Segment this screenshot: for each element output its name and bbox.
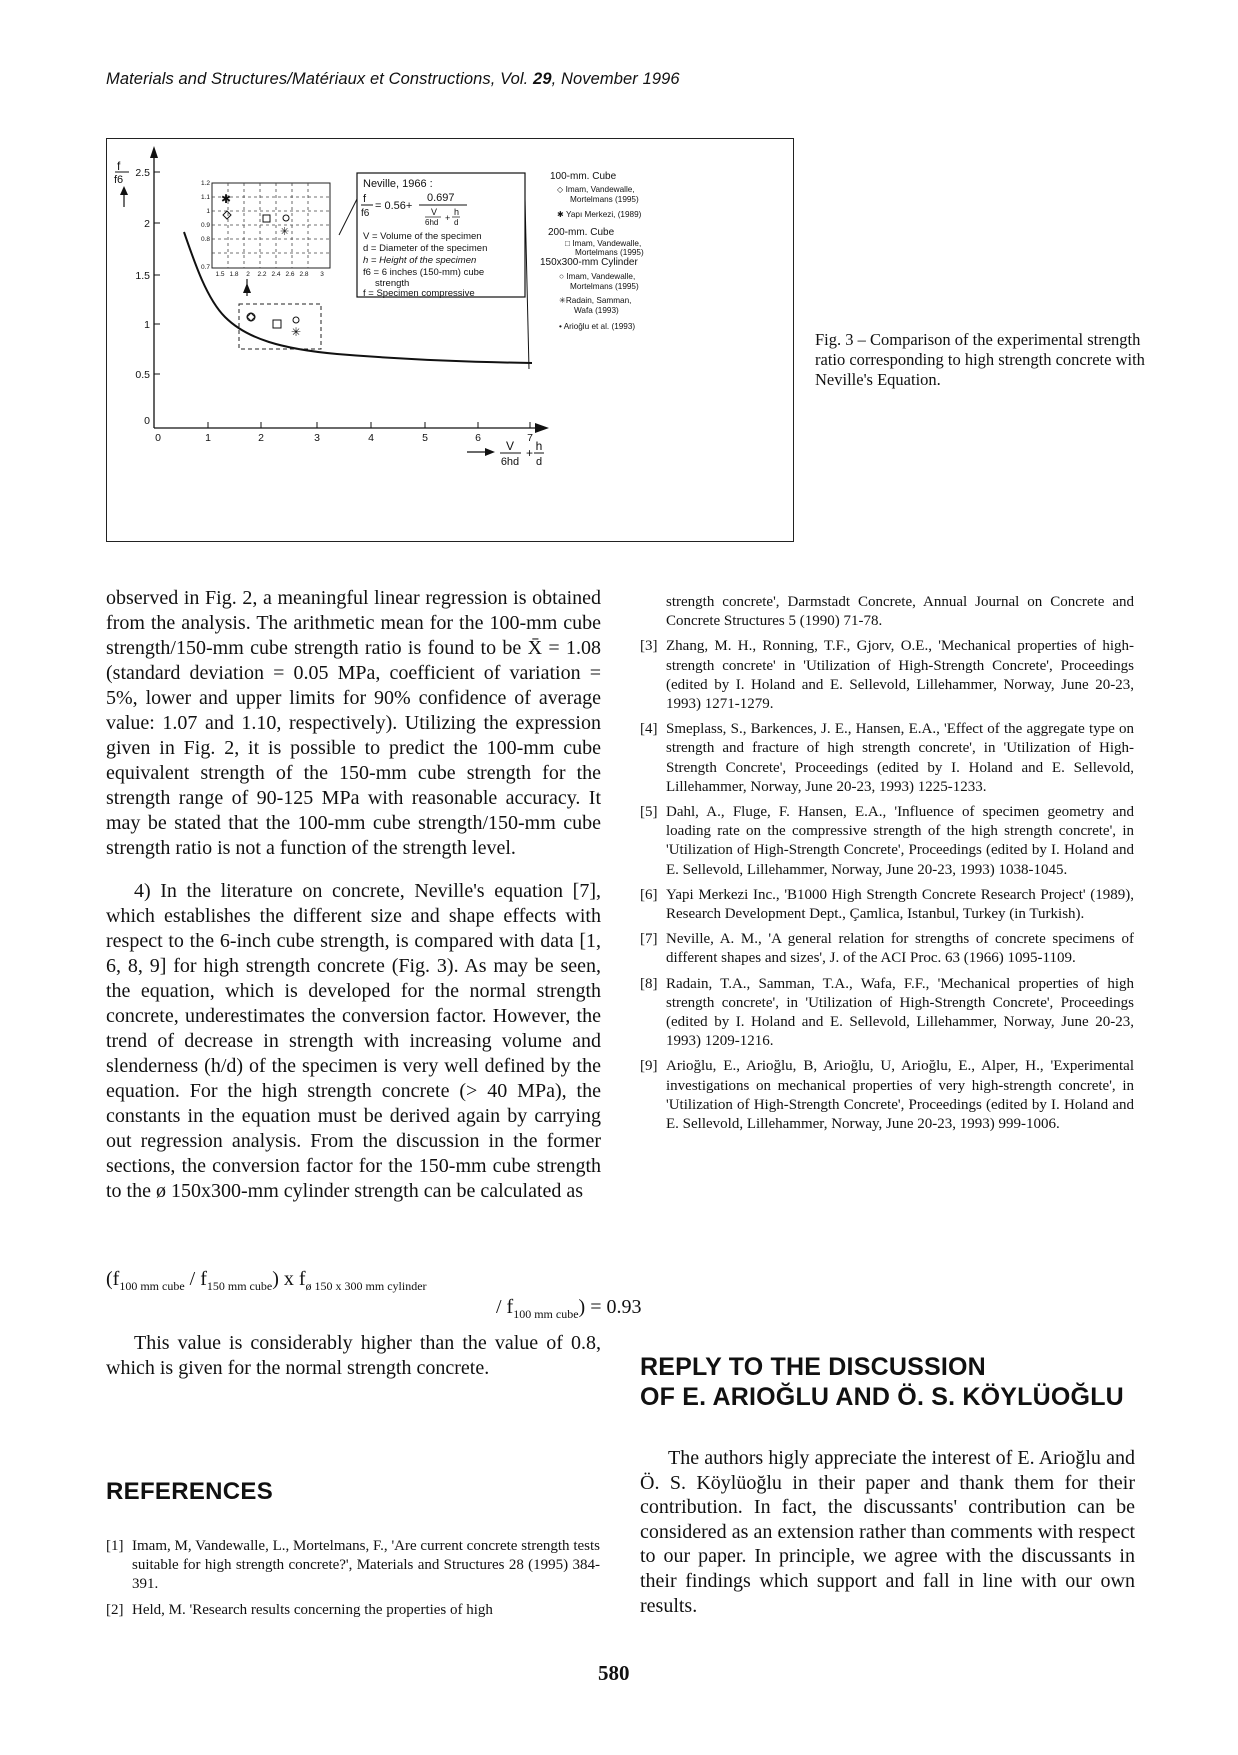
y-label-den: f6 [114, 174, 124, 186]
inset-y-tick: 1.2 [200, 180, 210, 187]
y-tick: 0 [144, 415, 150, 427]
legend-entry: • Arioğlu et al. (1993) [559, 322, 636, 331]
inset-y-tick: 1.1 [200, 194, 210, 201]
reference-item: [2] Held, M. 'Research results concerning the properties of high [106, 1601, 493, 1618]
legend-entry: ◇ Imam, Vandewalle, [557, 185, 635, 194]
legend-entry: ✱ Yapı Merkezi, (1989) [557, 210, 642, 219]
legend-entry: ○ Imam, Vandewalle, [559, 272, 636, 281]
x-tick: 2 [258, 432, 264, 444]
legend-heading: 100-mm. Cube [550, 171, 617, 182]
paragraph: This value is considerably higher than the value of 0.8, which is given for the normal strength concrete. [106, 1332, 601, 1379]
eq-line: f = Specimen compressive [363, 288, 475, 299]
data-point [247, 313, 255, 321]
eq-line: f6 = 6 inches (150-mm) cube [363, 267, 485, 278]
references-heading: REFERENCES [106, 1478, 274, 1505]
reference-item: [7] Neville, A. M., 'A general relation for strengths of concrete specimens of different shapes and sizes', J. of the ACI Proc. 63 (1966) 1095-1109. [640, 931, 1134, 967]
reference-item: [3] Zhang, M. H., Ronning, T.F., Gjorv, O.E., 'Mechanical properties of high-strength concrete' in 'Utilization of High-Strength Concrete', Proceedings (edited by I. Holand and E. Sellevold, Lillehammer, Norway, June 20-23, 1993) 1271-1279. [640, 638, 1134, 713]
svg-text:6hd: 6hd [425, 218, 439, 227]
zoom-region [239, 304, 321, 349]
reply-heading: REPLY TO THE DISCUSSION OF E. ARIOĞLU AND Ö. S. KÖYLÜOĞLU [640, 1353, 1124, 1411]
x-tick: 5 [422, 432, 428, 444]
svg-text:✱: ✱ [221, 192, 232, 206]
eq-title: Neville, 1966 : [363, 178, 433, 190]
y-tick: 1 [144, 319, 150, 331]
eq-line: d = Diameter of the specimen [363, 243, 488, 254]
references-right [640, 593, 1134, 1140]
paragraph: observed in Fig. 2, a meaningful linear regression is obtained from the analysis. The arithmetic mean for the 100-mm cube strength/150-mm cube strength ratio is found to be X̄ = 1.08 (standard deviation = 0.05 MPa, coefficient of variation = 5%, lower and upper limits for 90% confidence of average value: 1.07 and 1.10, respectively). Utilizing the expression given in Fig. 2, it is possible to predict the 100-mm cube equivalent strength of the 150-mm cube strength for the strength range of 90-125 MPa with reasonable accuracy. It may be stated that the 100-mm cube strength/150-mm cube strength ratio is not a function of the strength level. [106, 587, 601, 859]
reply-body: The authors higly appreciate the interest of E. Arioğlu and Ö. S. Köylüoğlu in their paper and thank them for their contribution. In fact, the discussants' contribution can be considered as an extension rather than comments with respect to our paper. In principle, we agree with the discussants in their findings which support and fall in line with our own results. [640, 1447, 1135, 1617]
reference-item: [9] Arioğlu, E., Arioğlu, B, Arioğlu, U, Arioğlu, E., Alper, H., 'Experimental investigations on mechanical properties of very high-strength concrete', in 'Utilization of High-Strength Concrete', Proceedings (edited by I. Holand and E. Sellevold, Lillehammer, Norway, June 20-23, 1993) 999-1006. [640, 1058, 1134, 1133]
eq-lhs-num: f [363, 193, 367, 205]
y-tick: 0.5 [135, 369, 150, 381]
svg-text:V: V [431, 207, 438, 217]
inset-y-tick: 1 [206, 208, 210, 215]
inset-x-tick: 2.4 [271, 271, 281, 278]
x-label-d: d [535, 456, 543, 468]
reference-item: [6] Yapi Merkezi Inc., 'B1000 High Strength Concrete Research Project' (1989), Research Development Dept., Çamlica, Istanbul, Turkey (in Turkish). [640, 886, 1134, 923]
svg-text:+: + [445, 213, 451, 223]
legend-entry: □ Imam, Vandewalle, [565, 239, 642, 248]
svg-text:d: d [454, 218, 459, 227]
inset-x-tick: 2.6 [285, 271, 295, 278]
x-label-v: V [505, 439, 515, 453]
figure-3-chart [107, 139, 793, 541]
data-point [293, 317, 299, 323]
legend-entry: ✳Radain, Samman, [559, 296, 632, 305]
inset-x-tick: 3 [320, 271, 324, 278]
svg-text:✳: ✳ [280, 226, 290, 238]
x-label-plus: + [526, 446, 534, 460]
x-label-6hd: 6hd [500, 456, 520, 468]
y-label-num: f [117, 159, 121, 173]
x-label-h: h [535, 439, 543, 453]
figure-3 [106, 138, 794, 542]
svg-text:h: h [454, 207, 460, 217]
x-tick: 6 [475, 432, 481, 444]
eq-lhs-den: f6 [361, 208, 370, 219]
reference-item: strength concrete', Darmstadt Concrete, Annual Journal on Concrete and Concrete Structures 5 (1990) 71-78. [666, 594, 1134, 630]
inset-y-tick: 0.7 [200, 264, 210, 271]
reference-item: [8] Radain, T.A., Samman, T.A., Wafa, F.F., 'Mechanical properties of high strength concrete', in 'Utilization of High-Strength Concrete', Proceedings (edited by I. Holand and E. Sellevold, Lillehammer, Norway, June 20-23, 1993) 1209-1216. [640, 975, 1134, 1050]
conversion-formula: $(f_{100 mm cube} / f_{150 mm cube})$ x $f_{ø 150 x 300 mm cylinder}$ / $f_{100 mm cube}) = 0.93$ [106, 1268, 642, 1321]
inset-x-tick: 1.5 [215, 271, 225, 278]
x-tick: 7 [527, 432, 533, 444]
legend-heading: 200-mm. Cube [548, 227, 615, 238]
left-column [106, 586, 601, 1222]
eq-line: strength [375, 278, 410, 289]
eq-line: h = Height of the specimen [363, 255, 477, 266]
legend-entry: Mortelmans (1995) [570, 282, 639, 291]
x-tick: 3 [314, 432, 320, 444]
legend-entry: Mortelmans (1995) [570, 195, 639, 204]
legend-heading: 150x300-mm Cylinder [540, 257, 638, 268]
legend-entry: Wafa (1993) [574, 306, 619, 315]
inset-x-tick: 1.8 [229, 271, 239, 278]
reference-item: [5] Dahl, A., Fluge, F. Hansen, E.A., 'Influence of specimen geometry and loading rate on the compressive strength of the high strength concrete', in 'Utilization of High-Strength Concrete', Proceedings (edited by I. Holand and E. Sellevold, Lillehammer, Norway, June 20-23, 1993) 1038-1045. [640, 804, 1134, 878]
volume-number: 29 [533, 70, 552, 88]
references-left [106, 1537, 600, 1626]
y-tick: 2 [144, 218, 150, 230]
inset-y-tick: 0.8 [200, 236, 210, 243]
inset-x-tick: 2 [246, 271, 250, 278]
x-tick: 4 [368, 432, 374, 444]
y-tick: 1.5 [135, 270, 150, 282]
series-legend [540, 171, 644, 331]
eq-num: 0.697 [427, 192, 455, 204]
running-head: Materials and Structures/Matériaux et Constructions, Vol. 29, November 1996 [106, 70, 680, 88]
x-tick: 1 [205, 432, 211, 444]
eq-line: V = Volume of the specimen [363, 231, 482, 242]
reference-item: [4] Smeplass, S., Barkences, J. E., Hansen, E.A., 'Effect of the aggregate type on strength and fracture of high strength concrete', in 'Utilization of High-Strength Concrete', Proceedings (edited by I. Holand and E. Sellevold, Lillehammer, Norway, June 20-23, 1993) 1225-1233. [640, 721, 1134, 795]
y-tick: 2.5 [135, 167, 150, 179]
paragraph: 4) In the literature on concrete, Neville's equation [7], which establishes the different size and shape effects with respect to the 6-inch cube strength, is compared with data [1, 6, 8, 9] for high strength concrete (Fig. 3). As may be seen, the equation, which is developed for the normal strength concrete, underestimates the conversion factor. However, the trend of decrease in strength with increasing volume and slenderness (h/d) of the specimen is very well defined by the equation. For the high strength concrete (> 40 MPa), the constants in the equation must be derived again by carrying out regression analysis. From the discussion in the former sections, the conversion factor for the 150-mm cube strength to the ø 150x300-mm cylinder strength can be calculated as [106, 880, 601, 1202]
reference-item: [1] Imam, M, Vandewalle, L., Mortelmans, F., 'Are current concrete strength tests suitable for high strength concrete?', Materials and Structures 28 (1995) 384-391. [106, 1538, 600, 1593]
page-number: 580 [598, 1661, 630, 1685]
data-point: ✳ [291, 325, 302, 339]
legend-entry: Mortelmans (1995) [575, 248, 644, 257]
eq-mid: = 0.56+ [375, 200, 413, 212]
inset-y-tick: 0.9 [200, 222, 210, 229]
equation-box [357, 173, 525, 299]
inset-x-tick: 2.2 [257, 271, 267, 278]
inset-plot [201, 180, 330, 278]
x-tick: 0 [155, 432, 161, 444]
inset-x-tick: 2.8 [299, 271, 309, 278]
data-point [273, 320, 281, 328]
figure-caption: Fig. 3 – Comparison of the experimental strength ratio corresponding to high strength concrete with Neville's Equation. [815, 330, 1145, 389]
